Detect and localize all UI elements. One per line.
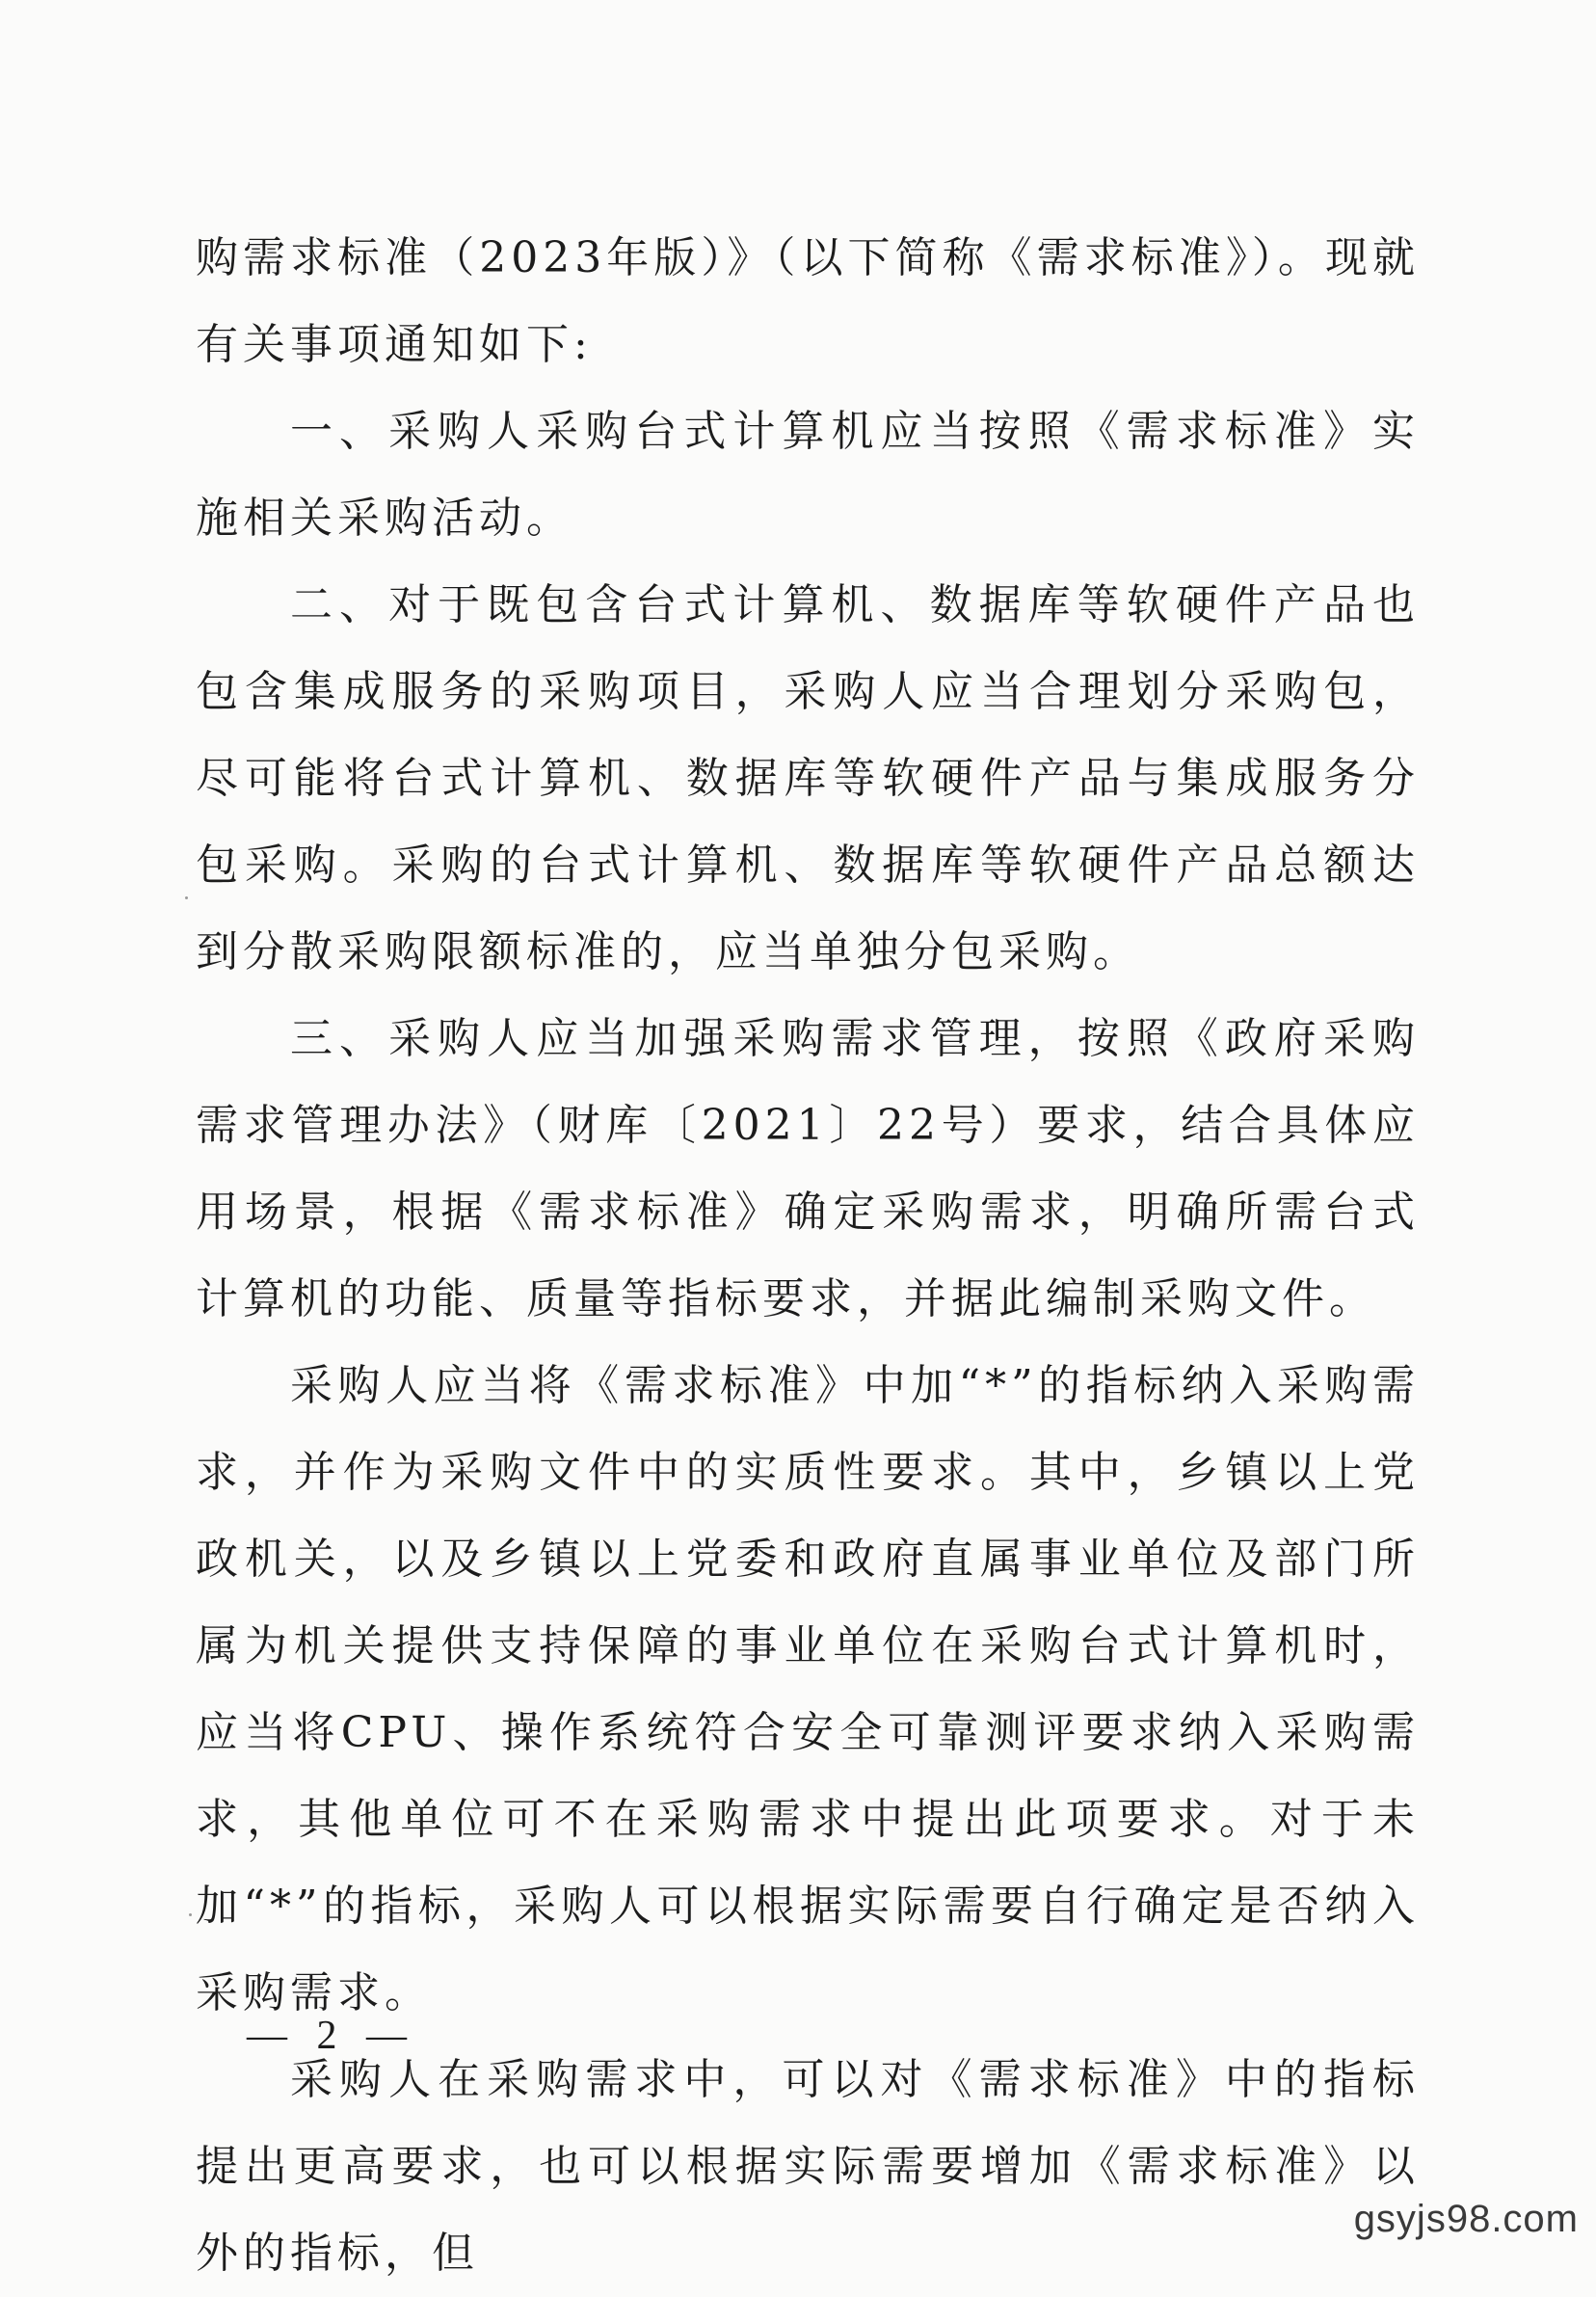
scan-speck [185,896,188,899]
scan-speck [189,1913,192,1916]
site-watermark: gsyjs98.com [1353,2198,1579,2240]
paragraph-intro-continuation: 购需求标准（2023年版）》（以下简称《需求标准》）。现就有关事项通知如下: [196,233,1420,369]
paragraph-item-3-higher-requirements: 采购人在采购需求中，可以对《需求标准》中的指标提出更高要求，也可以根据实际需要增加《需求标准》以外的指标，但 [196,2055,1420,2278]
page-number: — 2 — [247,2014,416,2058]
paragraph-item-3: 三、采购人应当加强采购需求管理，按照《政府采购需求管理办法》（财库〔2021〕22号）要求，结合具体应用场景，根据《需求标准》确定采购需求，明确所需台式计算机的功能、质量等指标要求，并据此编制采购文件。 [196,1014,1420,1323]
paragraph-item-3-star-indicators: 采购人应当将《需求标准》中加“*”的指标纳入采购需求，并作为采购文件中的实质性要求。其中，乡镇以上党政机关，以及乡镇以上党委和政府直属事业单位及部门所属为机关提供支持保障的事业单位在采购台式计算机时，应当将CPU、操作系统符合安全可靠测评要求纳入采购需求，其他单位可不在采购需求中提出此项要求。对于未加“*”的指标，采购人可以根据实际需要自行确定是否纳入采购需求。 [196,1361,1420,2017]
paragraph-item-2: 二、对于既包含台式计算机、数据库等软硬件产品也包含集成服务的采购项目，采购人应当合理划分采购包，尽可能将台式计算机、数据库等软硬件产品与集成服务分包采购。采购的台式计算机、数据库等软硬件产品总额达到分散采购限额标准的，应当单独分包采购。 [196,580,1420,976]
paragraph-item-1: 一、采购人采购台式计算机应当按照《需求标准》实施相关采购活动。 [196,407,1420,543]
document-body [196,215,1420,2297]
